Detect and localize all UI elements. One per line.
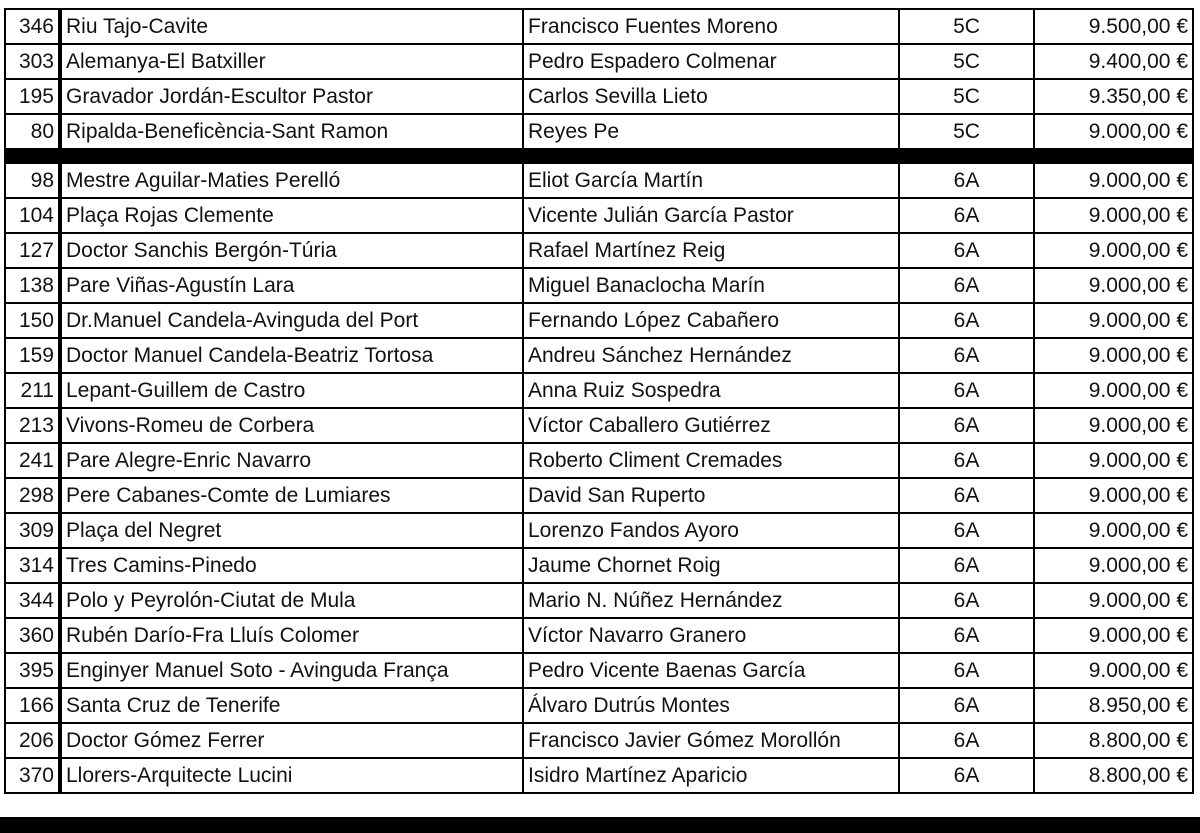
row-artist: Fernando López Cabañero bbox=[523, 303, 899, 338]
table-body bbox=[5, 9, 1193, 793]
row-category: 6A bbox=[899, 478, 1034, 513]
row-category: 6A bbox=[899, 268, 1034, 303]
row-street: Gravador Jordán-Escultor Pastor bbox=[60, 79, 523, 114]
row-amount: 9.000,00 € bbox=[1034, 303, 1193, 338]
row-street: Plaça Rojas Clemente bbox=[60, 198, 523, 233]
row-category: 6A bbox=[899, 513, 1034, 548]
row-amount: 9.000,00 € bbox=[1034, 618, 1193, 653]
row-amount: 8.950,00 € bbox=[1034, 688, 1193, 723]
row-street: Pare Alegre-Enric Navarro bbox=[60, 443, 523, 478]
row-category: 6A bbox=[899, 653, 1034, 688]
row-number: 98 bbox=[5, 163, 60, 198]
row-artist: Lorenzo Fandos Ayoro bbox=[523, 513, 899, 548]
row-number: 344 bbox=[5, 583, 60, 618]
row-number: 80 bbox=[5, 114, 60, 149]
row-number: 138 bbox=[5, 268, 60, 303]
row-street: Tres Camins-Pinedo bbox=[60, 548, 523, 583]
table-row bbox=[5, 268, 1193, 303]
row-artist: Carlos Sevilla Lieto bbox=[523, 79, 899, 114]
row-category: 5C bbox=[899, 44, 1034, 79]
table-row bbox=[5, 653, 1193, 688]
table-row bbox=[5, 723, 1193, 758]
row-amount: 9.000,00 € bbox=[1034, 583, 1193, 618]
row-number: 211 bbox=[5, 373, 60, 408]
row-number: 241 bbox=[5, 443, 60, 478]
row-category: 6A bbox=[899, 303, 1034, 338]
table-row bbox=[5, 233, 1193, 268]
table-row bbox=[5, 44, 1193, 79]
row-street: Llorers-Arquitecte Lucini bbox=[60, 758, 523, 793]
row-street: Mestre Aguilar-Maties Perelló bbox=[60, 163, 523, 198]
row-artist: Jaume Chornet Roig bbox=[523, 548, 899, 583]
row-street: Pere Cabanes-Comte de Lumiares bbox=[60, 478, 523, 513]
row-artist: Rafael Martínez Reig bbox=[523, 233, 899, 268]
table-row bbox=[5, 548, 1193, 583]
table-row bbox=[5, 513, 1193, 548]
row-category: 6A bbox=[899, 723, 1034, 758]
table-row bbox=[5, 408, 1193, 443]
row-amount: 9.000,00 € bbox=[1034, 443, 1193, 478]
row-category: 6A bbox=[899, 408, 1034, 443]
row-number: 213 bbox=[5, 408, 60, 443]
row-amount: 9.350,00 € bbox=[1034, 79, 1193, 114]
row-artist: Roberto Climent Cremades bbox=[523, 443, 899, 478]
row-street: Rubén Darío-Fra Lluís Colomer bbox=[60, 618, 523, 653]
row-number: 346 bbox=[5, 9, 60, 44]
row-artist: Reyes Pe bbox=[523, 114, 899, 149]
row-artist: David San Ruperto bbox=[523, 478, 899, 513]
row-category: 5C bbox=[899, 79, 1034, 114]
row-number: 166 bbox=[5, 688, 60, 723]
row-category: 6A bbox=[899, 548, 1034, 583]
row-street: Doctor Sanchis Bergón-Túria bbox=[60, 233, 523, 268]
row-number: 127 bbox=[5, 233, 60, 268]
table-row bbox=[5, 338, 1193, 373]
row-artist: Andreu Sánchez Hernández bbox=[523, 338, 899, 373]
row-street: Plaça del Negret bbox=[60, 513, 523, 548]
table-row bbox=[5, 114, 1193, 149]
row-number: 309 bbox=[5, 513, 60, 548]
row-number: 206 bbox=[5, 723, 60, 758]
row-artist: Eliot García Martín bbox=[523, 163, 899, 198]
row-street: Ripalda-Beneficència-Sant Ramon bbox=[60, 114, 523, 149]
row-street: Riu Tajo-Cavite bbox=[60, 9, 523, 44]
row-number: 360 bbox=[5, 618, 60, 653]
table-row bbox=[5, 758, 1193, 793]
row-category: 6A bbox=[899, 583, 1034, 618]
budget-table-sheet bbox=[4, 8, 1192, 794]
row-artist: Pedro Vicente Baenas García bbox=[523, 653, 899, 688]
row-street: Lepant-Guillem de Castro bbox=[60, 373, 523, 408]
row-street: Doctor Manuel Candela-Beatriz Tortosa bbox=[60, 338, 523, 373]
row-street: Dr.Manuel Candela-Avinguda del Port bbox=[60, 303, 523, 338]
row-artist: Francisco Fuentes Moreno bbox=[523, 9, 899, 44]
row-amount: 9.500,00 € bbox=[1034, 9, 1193, 44]
table-row bbox=[5, 583, 1193, 618]
row-amount: 8.800,00 € bbox=[1034, 723, 1193, 758]
row-category: 6A bbox=[899, 618, 1034, 653]
row-artist: Miguel Banaclocha Marín bbox=[523, 268, 899, 303]
row-street: Polo y Peyrolón-Ciutat de Mula bbox=[60, 583, 523, 618]
bottom-separator-bar bbox=[0, 817, 1200, 833]
row-category: 6A bbox=[899, 688, 1034, 723]
table-row bbox=[5, 373, 1193, 408]
row-amount: 9.000,00 € bbox=[1034, 408, 1193, 443]
row-category: 6A bbox=[899, 758, 1034, 793]
table-row bbox=[5, 478, 1193, 513]
row-number: 298 bbox=[5, 478, 60, 513]
row-amount: 9.000,00 € bbox=[1034, 478, 1193, 513]
row-number: 370 bbox=[5, 758, 60, 793]
table-row bbox=[5, 688, 1193, 723]
row-amount: 9.000,00 € bbox=[1034, 163, 1193, 198]
row-amount: 9.400,00 € bbox=[1034, 44, 1193, 79]
row-number: 104 bbox=[5, 198, 60, 233]
group-separator bbox=[5, 149, 1193, 163]
row-artist: Francisco Javier Gómez Morollón bbox=[523, 723, 899, 758]
row-category: 5C bbox=[899, 114, 1034, 149]
row-amount: 9.000,00 € bbox=[1034, 653, 1193, 688]
row-amount: 9.000,00 € bbox=[1034, 373, 1193, 408]
row-street: Alemanya-El Batxiller bbox=[60, 44, 523, 79]
table-row bbox=[5, 198, 1193, 233]
table-row bbox=[5, 443, 1193, 478]
table-row bbox=[5, 9, 1193, 44]
row-amount: 9.000,00 € bbox=[1034, 548, 1193, 583]
row-street: Vivons-Romeu de Corbera bbox=[60, 408, 523, 443]
row-category: 6A bbox=[899, 163, 1034, 198]
row-category: 6A bbox=[899, 373, 1034, 408]
row-number: 150 bbox=[5, 303, 60, 338]
row-street: Enginyer Manuel Soto - Avinguda França bbox=[60, 653, 523, 688]
row-category: 6A bbox=[899, 338, 1034, 373]
row-street: Pare Viñas-Agustín Lara bbox=[60, 268, 523, 303]
row-number: 314 bbox=[5, 548, 60, 583]
row-street: Doctor Gómez Ferrer bbox=[60, 723, 523, 758]
group-separator-bar bbox=[5, 149, 1193, 163]
row-number: 159 bbox=[5, 338, 60, 373]
row-amount: 9.000,00 € bbox=[1034, 114, 1193, 149]
row-street: Santa Cruz de Tenerife bbox=[60, 688, 523, 723]
row-category: 6A bbox=[899, 198, 1034, 233]
row-artist: Víctor Caballero Gutiérrez bbox=[523, 408, 899, 443]
row-amount: 9.000,00 € bbox=[1034, 198, 1193, 233]
row-artist: Álvaro Dutrús Montes bbox=[523, 688, 899, 723]
row-category: 6A bbox=[899, 233, 1034, 268]
row-amount: 9.000,00 € bbox=[1034, 513, 1193, 548]
budget-table bbox=[4, 8, 1194, 794]
row-category: 5C bbox=[899, 9, 1034, 44]
row-artist: Vicente Julián García Pastor bbox=[523, 198, 899, 233]
row-number: 395 bbox=[5, 653, 60, 688]
row-category: 6A bbox=[899, 443, 1034, 478]
row-artist: Pedro Espadero Colmenar bbox=[523, 44, 899, 79]
row-amount: 8.800,00 € bbox=[1034, 758, 1193, 793]
table-row bbox=[5, 303, 1193, 338]
row-amount: 9.000,00 € bbox=[1034, 268, 1193, 303]
table-row bbox=[5, 618, 1193, 653]
table-row bbox=[5, 163, 1193, 198]
row-number: 303 bbox=[5, 44, 60, 79]
row-artist: Anna Ruiz Sospedra bbox=[523, 373, 899, 408]
row-artist: Isidro Martínez Aparicio bbox=[523, 758, 899, 793]
row-artist: Víctor Navarro Granero bbox=[523, 618, 899, 653]
row-amount: 9.000,00 € bbox=[1034, 338, 1193, 373]
table-row bbox=[5, 79, 1193, 114]
row-artist: Mario N. Núñez Hernández bbox=[523, 583, 899, 618]
row-number: 195 bbox=[5, 79, 60, 114]
row-amount: 9.000,00 € bbox=[1034, 233, 1193, 268]
